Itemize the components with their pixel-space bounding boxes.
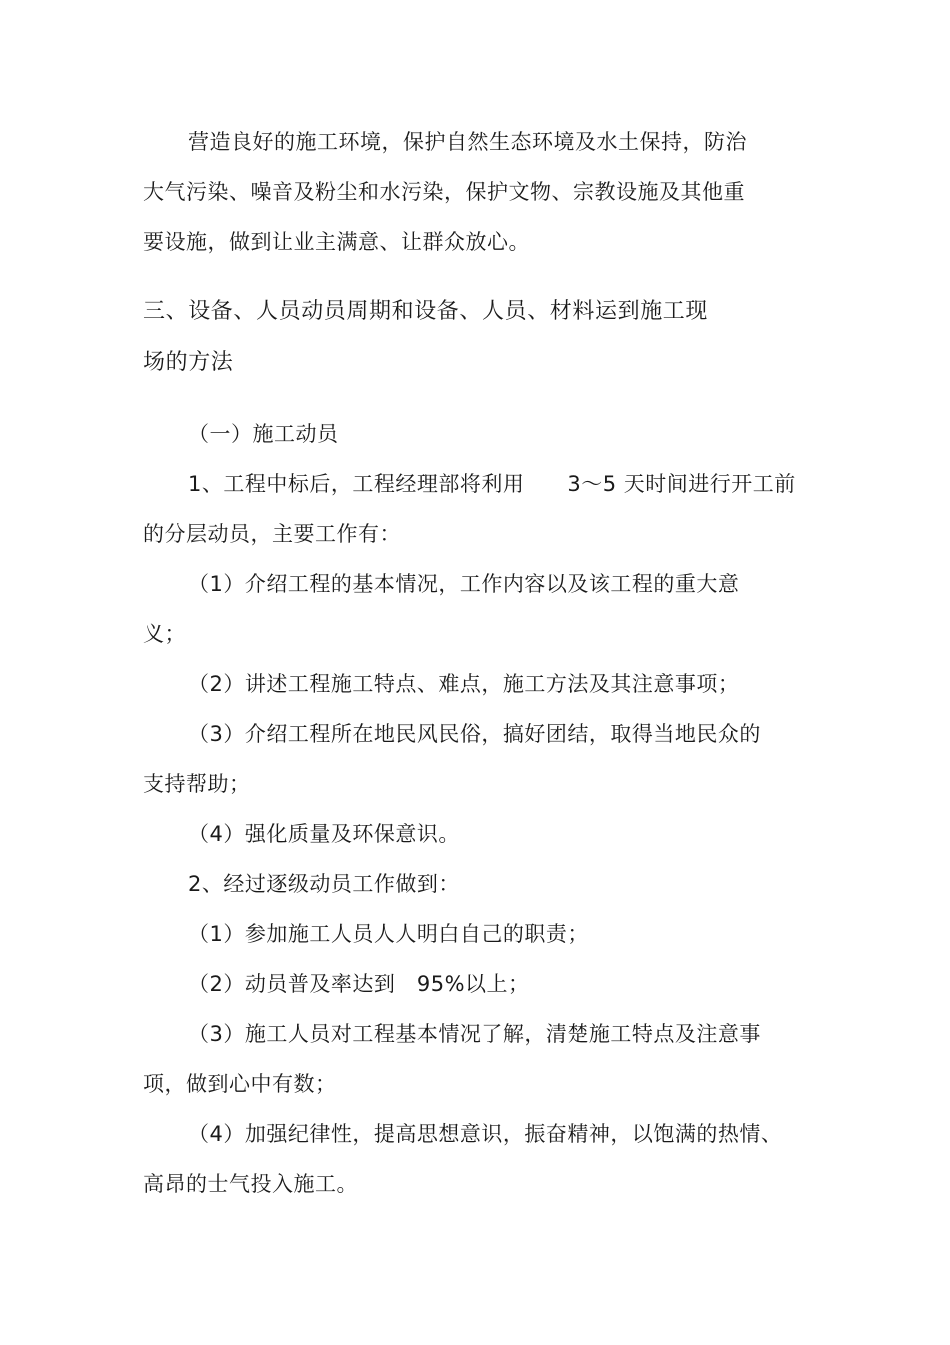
item2-sub2-line-1: （2）动员普及率达到 95%以上； bbox=[188, 972, 530, 996]
section-heading-line-2: 场的方法 bbox=[143, 350, 234, 375]
item2-sub4-line-2: 高昂的士气投入施工。 bbox=[143, 1172, 358, 1196]
subsection-title: （一）施工动员 bbox=[188, 422, 339, 446]
item2-line-1: 2、经过逐级动员工作做到： bbox=[188, 872, 460, 896]
item2-sub1-line-1: （1）参加施工人员人人明白自己的职责； bbox=[188, 922, 589, 946]
item1-sub4-line-1: （4）强化质量及环保意识。 bbox=[188, 822, 460, 846]
item2-sub4-line-1: （4）加强纪律性，提高思想意识，振奋精神，以饱满的热情、 bbox=[188, 1122, 783, 1146]
item1-sub3-line-2: 支持帮助； bbox=[143, 772, 251, 796]
item1-sub1-line-2: 义； bbox=[143, 622, 186, 646]
intro-line-1: 营造良好的施工环境，保护自然生态环境及水土保持，防治 bbox=[188, 130, 747, 154]
intro-line-3: 要设施，做到让业主满意、让群众放心。 bbox=[143, 230, 530, 254]
item1-line-2: 的分层动员，主要工作有： bbox=[143, 522, 401, 546]
item2-sub3-line-1: （3）施工人员对工程基本情况了解，清楚施工特点及注意事 bbox=[188, 1022, 761, 1046]
item1-line-1: 1、工程中标后，工程经理部将利用 3～5 天时间进行开工前 bbox=[188, 472, 796, 496]
intro-line-2: 大气污染、噪音及粉尘和水污染，保护文物、宗教设施及其他重 bbox=[143, 180, 745, 204]
item1-sub1-line-1: （1）介绍工程的基本情况，工作内容以及该工程的重大意 bbox=[188, 572, 740, 596]
item1-sub2-line-1: （2）讲述工程施工特点、难点，施工方法及其注意事项； bbox=[188, 672, 740, 696]
section-heading-line-1: 三、设备、人员动员周期和设备、人员、材料运到施工现 bbox=[143, 299, 709, 324]
item2-sub3-line-2: 项，做到心中有数； bbox=[143, 1072, 337, 1096]
item1-sub3-line-1: （3）介绍工程所在地民风民俗，搞好团结，取得当地民众的 bbox=[188, 722, 761, 746]
